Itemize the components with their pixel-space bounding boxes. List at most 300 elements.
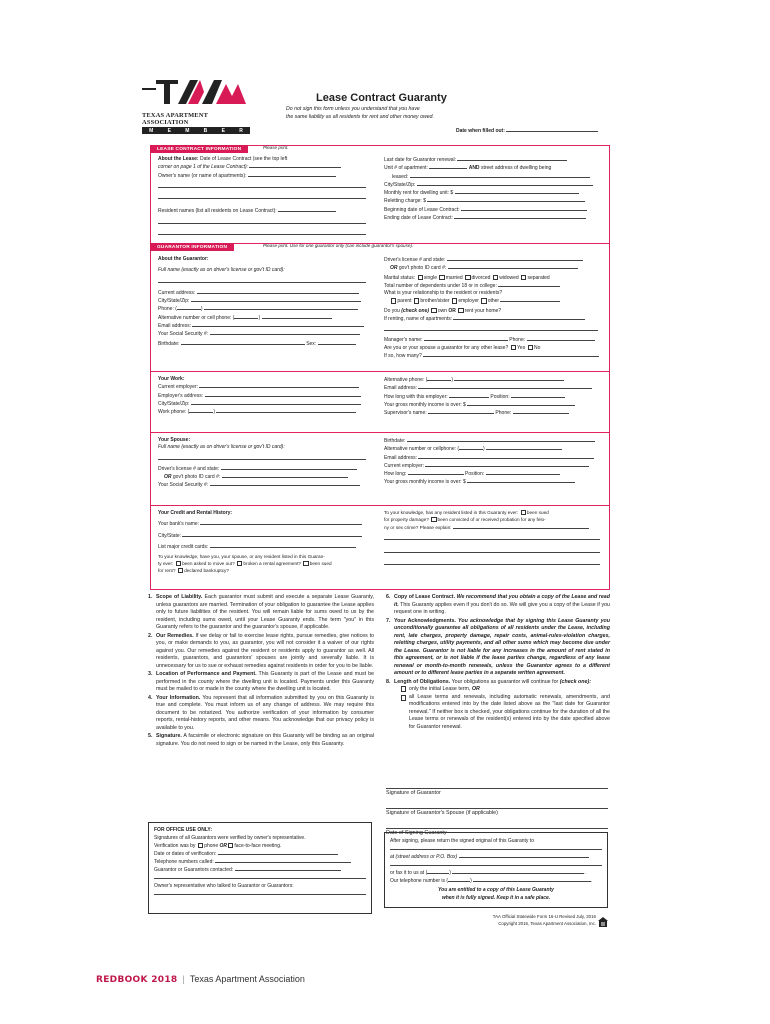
- asked-move-checkbox[interactable]: [176, 561, 181, 566]
- about-lease-label: About the Lease:: [158, 156, 199, 162]
- spouse-alt-phone-label: Alternative number or cellphone: (: [384, 446, 460, 453]
- explain-label: ny or sex crime? Please explain:: [384, 524, 452, 530]
- credit-left: [158, 510, 370, 574]
- ssn-field[interactable]: [210, 330, 360, 335]
- bankruptcy-label: declared bankruptcy?: [184, 567, 229, 573]
- spouse-signature-line[interactable]: [386, 798, 608, 809]
- taa-logo-mark: [142, 78, 250, 106]
- sex-field[interactable]: [318, 340, 356, 345]
- relationship-label: What is your relationship to the resident or residents?: [384, 290, 503, 297]
- guarantor-right: [384, 256, 606, 360]
- own-label: own: [437, 307, 447, 314]
- verification-label: Verification was by: [154, 843, 196, 849]
- asked-move-label: been asked to move out?: [182, 560, 235, 566]
- yes-label: Yes: [517, 344, 526, 351]
- how-long-label: How long with this employer:: [384, 393, 448, 400]
- term-item: [386, 618, 610, 678]
- term-number: 6.: [386, 594, 391, 600]
- divorced-checkbox[interactable]: [465, 275, 470, 280]
- credit-right: [384, 510, 606, 568]
- section-divider: [150, 371, 610, 372]
- monthly-rent-label: Monthly rent for dwelling unit: $: [384, 190, 454, 196]
- office-use-line: Signatures of all Guarantors were verified by owner's representative.: [154, 835, 306, 841]
- spouse-gross-income-label: Your gross monthly income is over: $: [384, 479, 466, 486]
- verification-date-field[interactable]: [218, 850, 338, 855]
- term-number: 2.: [148, 632, 153, 639]
- phone-verification-checkbox[interactable]: [198, 843, 203, 848]
- work-phone-area-field[interactable]: [189, 408, 213, 413]
- apartments-name-field-2[interactable]: [384, 326, 598, 331]
- explain-field-3[interactable]: [384, 548, 600, 553]
- how-many-field[interactable]: [423, 352, 599, 357]
- dependents-field[interactable]: [498, 282, 560, 287]
- term-text: This Guaranty applies even if you don't do so. We will give you a copy of the Lease if you request one in writing.: [394, 601, 610, 616]
- birthdate-field[interactable]: [181, 340, 305, 345]
- term-emphasis: We recommend that you obtain a copy of the Lease and read it.: [394, 594, 610, 608]
- bank-city-state-field[interactable]: [182, 532, 362, 537]
- how-long-field[interactable]: [449, 393, 489, 398]
- residents-field-2[interactable]: [158, 219, 366, 224]
- unit-field[interactable]: [429, 164, 467, 169]
- apartments-name-field[interactable]: [453, 315, 585, 320]
- city-state-zip-label: City/State/Zip:: [158, 400, 190, 407]
- employer-label: Current employer:: [158, 384, 199, 391]
- work-label: Your Work:: [158, 376, 185, 382]
- guarantors-contacted-field[interactable]: [235, 866, 341, 871]
- or-text: OR: [219, 843, 227, 849]
- supervisor-field[interactable]: [428, 409, 494, 414]
- bank-label: Your bank's name:: [158, 521, 200, 528]
- own-rent-label: Do you: [384, 307, 400, 314]
- our-phone-label: Our telephone number is (: [390, 878, 449, 885]
- supervisor-phone-label: Phone:: [495, 410, 512, 416]
- return-address-label: at (street address or P.O. Box): [390, 854, 458, 861]
- term-number: 3.: [148, 671, 153, 678]
- section-divider: [150, 505, 610, 506]
- form-info: [430, 914, 596, 927]
- and-text: AND: [468, 165, 480, 172]
- manager-field[interactable]: [424, 336, 508, 341]
- relet-charge-field[interactable]: [427, 197, 585, 202]
- guarantor-info-header: GUARANTOR INFORMATION: [150, 243, 234, 251]
- city-state-zip-label: City/State/Zip:: [158, 298, 190, 304]
- term-text: Your obligations as guarantor will continue for: [451, 678, 559, 685]
- employer-address-field[interactable]: [205, 392, 361, 397]
- term-title: Signature.: [156, 733, 182, 740]
- work-right: Alternative phone: ( ) Email address: How long with this employer: Position: Your gross monthly income is over: $ Supervisor's name: Phone:: [384, 376, 606, 417]
- alt-phone-label: Alternative phone: (: [384, 377, 428, 383]
- page-subtitle: [286, 106, 486, 122]
- sex-label: Sex:: [306, 341, 317, 348]
- term-title: Length of Obligations.: [394, 678, 451, 685]
- term-title: Our Remedies.: [156, 632, 194, 639]
- or-text: OR: [471, 686, 480, 693]
- subtitle-line: Do not sign this form unless you understand that you have: [286, 106, 420, 112]
- monthly-rent-field[interactable]: [455, 189, 579, 194]
- owners-rep-label: Owner's representative who talked to Guarantor or Guarantors:: [154, 883, 294, 889]
- term-text: This Guaranty is part of the Lease and must be performed in the county where the dwelling unit is located. Payments under this Guaranty must be mailed to or made in the county where the dwelling unit is located.: [156, 671, 374, 693]
- or-text: OR: [390, 265, 398, 272]
- full-name-label: Full name (exactly as on driver's license or gov't ID card):: [158, 267, 285, 274]
- lease-info-left: [158, 156, 370, 238]
- office-use-title: FOR OFFICE USE ONLY:: [154, 827, 213, 833]
- other-lease-label: Are you or your spouse a guarantor for any other lease?: [384, 344, 509, 351]
- separated-checkbox[interactable]: [521, 275, 526, 280]
- keep-safe-text: when it is fully signed. Keep it in a safe place.: [441, 894, 551, 901]
- beginning-date-field[interactable]: [461, 206, 587, 211]
- city-state-zip-field[interactable]: [191, 297, 361, 302]
- alt-phone-label: Alternative number or cell phone: (: [158, 314, 235, 321]
- work-phone-label: Work phone: (: [158, 409, 190, 415]
- rent-home-label: rent your home?: [464, 307, 502, 314]
- subtitle-line: the same liability as all residents for rent and other money owed.: [286, 113, 434, 120]
- spouse-gross-income-field[interactable]: [467, 478, 575, 483]
- bankruptcy-checkbox[interactable]: [178, 568, 183, 573]
- spouse-left: [158, 437, 370, 490]
- phone-area-field[interactable]: [177, 305, 201, 310]
- sued-label: been sued: [309, 560, 332, 566]
- guarantor-signature-label: Signature of Guarantor: [386, 790, 441, 796]
- footer-org: Texas Apartment Association: [189, 974, 305, 984]
- our-phone-area-field[interactable]: [448, 877, 470, 882]
- residents-field[interactable]: [278, 207, 336, 212]
- position-field[interactable]: [511, 393, 565, 398]
- term-item: [148, 733, 374, 748]
- ssn-label: Your Social Security #:: [158, 331, 209, 337]
- spouse-employer-field[interactable]: [425, 462, 589, 467]
- parent-label: parent: [397, 298, 412, 305]
- term-number: 8.: [386, 678, 391, 685]
- spouse-full-name-field[interactable]: [158, 455, 366, 460]
- all-terms-checkbox[interactable]: [401, 695, 406, 700]
- term-item: [148, 695, 374, 733]
- phones-called-field[interactable]: [215, 858, 351, 863]
- initial-term-label: only the initial Lease term,: [408, 686, 471, 693]
- sued-property-label: for property damage?: [384, 516, 429, 522]
- return-address-field[interactable]: [459, 853, 589, 858]
- signing-date-label: Date of Signing Guaranty: [386, 829, 447, 836]
- verification-date-label: Date or dates of verification:: [154, 851, 217, 857]
- email-field[interactable]: [192, 322, 364, 327]
- term-item: [386, 679, 610, 732]
- term-text: Each guarantor must submit and execute a separate Lease Guaranty, unless guarantors are married. Termination of your obligation to guarantee the Lease applies only to future liabilities of the resident. You will remain liable for sums owed to us by the resident, including sums owed, until your Lease Guaranty ends. The term "you" in this Guaranty refers to the guarantor and the guarantor's spouse, if applicable.: [156, 594, 374, 631]
- member-letter: B: [203, 127, 208, 134]
- owners-name-field-3[interactable]: [158, 194, 366, 199]
- term-title: Location of Performance and Payment.: [156, 671, 257, 678]
- about-lease-text2: corner on page 1 of the Lease Contract):: [158, 164, 249, 171]
- term-number: 7.: [386, 617, 391, 624]
- spouse-employer-label: Current employer:: [384, 462, 425, 469]
- spouse-photo-id-field[interactable]: [222, 473, 348, 478]
- spouse-signature-label: Signature of Guarantor's Spouse (if applicable): [386, 809, 498, 816]
- broken-agreement-checkbox[interactable]: [237, 561, 242, 566]
- guarantor-signature-line[interactable]: [386, 782, 608, 789]
- resident-history-question: To your knowledge, has any resident listed in this Guaranty ever:: [384, 510, 519, 515]
- photo-id-label: gov't photo ID card #:: [398, 265, 447, 272]
- lease-info-header: LEASE CONTRACT INFORMATION: [150, 145, 248, 153]
- all-terms-label: all Lease terms and renewals, including automatic renewals, amendments, and modifications entered into by the date listed above as the "last date for Guarantor renewal." If neither box is checked, your obligations continue for the duration of all the Lease terms or renewals of the resident(s) entered into by the date specified above for Guarantor renewal.: [408, 693, 610, 730]
- meeting-checkbox[interactable]: [228, 843, 233, 848]
- section-divider: [150, 432, 610, 433]
- member-letter: M: [149, 127, 154, 134]
- member-letter: E: [221, 127, 225, 134]
- signature-block: [386, 782, 608, 837]
- bank-city-state-label: City/State:: [158, 532, 182, 539]
- employer-field[interactable]: [199, 383, 359, 388]
- lease-date-field[interactable]: [249, 163, 341, 168]
- or-text: OR: [448, 307, 456, 314]
- explain-field-2[interactable]: [384, 535, 600, 540]
- fax-label: or fax it to us at (: [390, 870, 428, 877]
- city-state-zip-label: City/State/Zip:: [384, 181, 416, 188]
- owners-name-field-2[interactable]: [158, 183, 366, 188]
- logo-member-bar: [142, 127, 250, 134]
- email-label: Email address:: [158, 322, 192, 329]
- residents-field-3[interactable]: [158, 230, 366, 235]
- date-filled-label: Date when filled out:: [456, 128, 505, 134]
- logo-org-name: TEXAS APARTMENT ASSOCIATION: [142, 112, 208, 126]
- dependents-label: Total number of dependents under 18 or in college:: [384, 282, 497, 289]
- owners-name-label: Owner's name (or name of apartments):: [158, 172, 247, 179]
- term-number: 4.: [148, 694, 153, 701]
- return-name-field[interactable]: [390, 845, 602, 850]
- unit-label: Unit # of apartment:: [384, 165, 428, 172]
- meeting-label: face-to-face meeting.: [234, 843, 282, 849]
- sued-label: been sued: [526, 510, 549, 515]
- manager-phone-field[interactable]: [527, 336, 595, 341]
- supervisor-label: Supervisor's name:: [384, 410, 427, 416]
- photo-id-field[interactable]: [448, 264, 578, 269]
- residents-label: Resident names (list all residents on Lease Contract):: [158, 208, 277, 215]
- term-item: [148, 633, 374, 671]
- term-title: Your Information.: [156, 694, 201, 701]
- current-address-label: Current address:: [158, 289, 196, 296]
- guarantor-left: About the Guarantor: Full name (exactly as on driver's license or gov't ID card): Current address: City/State/Zip: Phone: ( ) Alternative number or cell phone: ( ) Email address: Your Social Security #: Birthdate: Sex:: [158, 256, 370, 349]
- work-phone-field[interactable]: [216, 408, 356, 413]
- owners-name-field[interactable]: [248, 172, 336, 177]
- spouse-birthdate-field[interactable]: [407, 437, 595, 442]
- position-label: Position:: [490, 393, 510, 400]
- ending-date-label: Ending date of Lease Contract:: [384, 214, 453, 221]
- spouse-birthdate-label: Birthdate:: [384, 438, 406, 444]
- phone-field[interactable]: [204, 305, 358, 310]
- lease-info-note: Please print.: [263, 145, 289, 150]
- member-letter: R: [239, 127, 243, 134]
- no-label: No: [533, 344, 541, 351]
- yes-checkbox[interactable]: [511, 345, 516, 350]
- return-instructions: After signing, please return the signed original of this Guaranty to: [390, 838, 534, 844]
- phones-called-label: Telephone numbers called:: [154, 859, 214, 865]
- spouse-email-label: Email address:: [384, 454, 418, 461]
- taa-logo: [142, 78, 250, 134]
- gross-income-field[interactable]: [467, 401, 575, 406]
- rent-checkbox[interactable]: [458, 308, 463, 313]
- alt-phone-area-field[interactable]: [234, 314, 258, 319]
- spouse-dl-field[interactable]: [221, 465, 357, 470]
- member-letter: M: [185, 127, 190, 134]
- other-field[interactable]: [500, 297, 560, 302]
- beginning-date-label: Beginning date of Lease Contract:: [384, 206, 460, 213]
- spouse-ssn-label: Your Social Security #:: [158, 482, 209, 489]
- spouse-right: Birthdate: Alternative number or cellphone: ( ) Email address: Current employer: How long: Position: Your gross monthly income is over: $: [384, 437, 606, 487]
- phone-label: phone: [204, 843, 219, 849]
- explain-field-4[interactable]: [384, 560, 600, 565]
- history-question: To your knowledge, have you, your spouse, or any resident listed in this Guaran-: [158, 554, 325, 559]
- other-checkbox[interactable]: [481, 298, 486, 303]
- term-title: Your Acknowledgments.: [394, 617, 456, 624]
- term-title: Scope of Liability.: [156, 594, 203, 600]
- employer-checkbox[interactable]: [452, 298, 457, 303]
- married-label: married: [445, 274, 463, 281]
- separated-label: separated: [527, 274, 550, 281]
- sued-rent-label: for rent?: [158, 567, 176, 573]
- email-label: Email address:: [384, 385, 418, 392]
- explain-field[interactable]: [453, 524, 589, 529]
- equal-housing-icon: [598, 914, 608, 924]
- full-name-field[interactable]: [158, 278, 366, 283]
- term-number: 1.: [148, 594, 153, 600]
- bank-field[interactable]: [200, 520, 362, 525]
- return-box: After signing, please return the signed original of this Guaranty to at (street address or P.O. Box) or fax it to us at ( ) . Our telephone number is ( ) . You are entitled to a copy of this Lease Guaranty when it is fully signed. Keep it in a safe place.: [384, 832, 608, 908]
- how-many-label: If so, how many?: [384, 352, 422, 359]
- sued-rent-checkbox[interactable]: [303, 561, 308, 566]
- spouse-full-name-label: Full name (exactly as on driver's license or gov't ID card):: [158, 444, 285, 451]
- convicted-label: been convicted of or received probation for any felo-: [437, 516, 546, 522]
- gross-income-label: Your gross monthly income is over: $: [384, 401, 466, 408]
- if-renting-label: If renting, name of apartments:: [384, 315, 453, 322]
- spouse-alt-phone-area-field[interactable]: [459, 445, 483, 450]
- guarantor-info-note: Please print. Use for one guarantor only (can include guarantor's spouse).: [263, 243, 414, 248]
- footer-separator: |: [182, 974, 185, 984]
- last-date-label: Last date for Guarantor renewal:: [384, 157, 456, 163]
- broken-agreement-label: broken a rental agreement?: [243, 560, 302, 566]
- page-footer: [96, 974, 305, 985]
- work-left: Your Work: Current employer: Employer's address: City/State/Zip: Work phone: ( ): [158, 376, 370, 416]
- copyright: Copyright 2016, Texas Apartment Association, Inc.: [498, 920, 596, 926]
- terms-left: [148, 594, 374, 749]
- convicted-checkbox[interactable]: [431, 517, 436, 522]
- check-one-text: (check one):: [559, 678, 591, 685]
- city-state-zip-field[interactable]: [191, 400, 361, 405]
- redbook-label: REDBOOK 2018: [96, 975, 178, 985]
- other-label: other: [487, 298, 500, 305]
- spouse-dl-label: Driver's license # and state:: [158, 465, 220, 472]
- parent-checkbox[interactable]: [391, 298, 396, 303]
- page-title: Lease Contract Guaranty: [316, 92, 447, 104]
- street-address-label: street address of dwelling being: [480, 165, 552, 172]
- term-title: Copy of Lease Contract.: [394, 594, 456, 600]
- alt-phone-field[interactable]: [454, 376, 564, 381]
- leased-label: leased:: [392, 173, 409, 180]
- phone-label: Phone: (: [158, 306, 177, 313]
- manager-phone-label: Phone:: [509, 337, 526, 344]
- copy-entitled-text: You are entitled to a copy of this Lease Guaranty: [438, 886, 554, 893]
- date-filled-row: [456, 127, 598, 135]
- spouse-alt-phone-field[interactable]: [486, 445, 562, 450]
- term-text: You represent that all information submitted by you on this Guaranty is true and complete. You must inform us of any change of address. We may require this document to be notarized. You authorize verification of your information by consumer reports, rental-history reports, and other means. You acknowledge that our privacy policy is available to you.: [156, 694, 374, 731]
- about-guarantor-label: About the Guarantor:: [158, 256, 209, 262]
- owners-rep-field[interactable]: [154, 890, 366, 895]
- office-use-box: [148, 822, 372, 914]
- dl-field[interactable]: [447, 256, 583, 261]
- term-item: [386, 594, 610, 617]
- employer-address-label: Employer's address:: [158, 392, 204, 399]
- last-date-field[interactable]: [457, 156, 567, 161]
- email-field[interactable]: [418, 384, 592, 389]
- street-address-field[interactable]: [410, 173, 590, 178]
- spouse-ssn-field[interactable]: [210, 481, 360, 486]
- relet-charge-label: Reletting charge: $: [384, 198, 426, 205]
- alt-phone-area-field[interactable]: [427, 376, 451, 381]
- signing-date-line[interactable]: [386, 818, 608, 829]
- city-state-zip-field[interactable]: [417, 181, 593, 186]
- divorced-label: divorced: [471, 274, 491, 281]
- ending-date-field[interactable]: [454, 214, 586, 219]
- spouse-label: Your Spouse:: [158, 437, 191, 443]
- history-question: ty ever:: [158, 560, 174, 566]
- manager-label: Manager's name:: [384, 337, 423, 344]
- married-checkbox[interactable]: [439, 275, 444, 280]
- sued-property-checkbox[interactable]: [521, 510, 526, 515]
- single-label: single: [423, 274, 437, 281]
- term-item: [148, 671, 374, 694]
- sibling-label: brother/sister: [420, 298, 450, 305]
- credit-label: Your Credit and Rental History:: [158, 510, 233, 516]
- spouse-position-field[interactable]: [486, 470, 560, 475]
- spouse-photo-id-label: gov't photo ID card #:: [172, 474, 221, 480]
- about-lease-text: Date of Lease Contract (see the top left: [199, 156, 288, 162]
- initial-term-checkbox[interactable]: [401, 686, 406, 691]
- spouse-how-long-label: How long:: [384, 471, 407, 477]
- term-item: [148, 594, 374, 632]
- term-text: If we delay or fail to exercise lease rights, pursue remedies, give notices to you, or make demands to you, as guarantor, you will not consider it a waiver of our rights against you. Our remedies against the resident or residents apply to guarantor as well. All residents, guarantors, and guarantors' spouses are jointly and severally liable. It is unnecessary for us to sue or exhaust remedies against residents in order for you to be liable.: [156, 632, 374, 669]
- terms-right: [386, 594, 610, 732]
- lease-info-right: [384, 156, 606, 222]
- supervisor-phone-field[interactable]: [513, 409, 569, 414]
- fax-field[interactable]: [452, 869, 584, 874]
- credit-cards-field[interactable]: [210, 543, 356, 548]
- spouse-position-label: Position:: [465, 471, 485, 477]
- alt-phone-field[interactable]: [262, 314, 332, 319]
- fax-area-field[interactable]: [427, 869, 449, 874]
- member-letter: E: [167, 127, 171, 134]
- current-address-field[interactable]: [197, 289, 359, 294]
- own-checkbox[interactable]: [431, 308, 436, 313]
- our-phone-field[interactable]: [473, 877, 591, 882]
- date-filled-field[interactable]: [506, 127, 598, 132]
- credit-cards-label: List major credit cards:: [158, 543, 209, 550]
- dl-label: Driver's license # and state:: [384, 257, 446, 263]
- sibling-checkbox[interactable]: [414, 298, 419, 303]
- employer-label: employer: [458, 298, 479, 305]
- widowed-checkbox[interactable]: [493, 275, 498, 280]
- term-emphasis: You acknowledge that by signing this Lease Guaranty you unconditionally guarantee all obligations of all residents under the Lease, including rent, late charges, property damage, repair costs, animal-rules-violation charges, reletting charges, utility payments, and all other sums which may become due under the Lease. Guarantor is not liable for any increases in the amount of rent stated in this agreement, or is not liable if the lease parties change, regardless of any lease renewal or month-to-month renewals, unless the Guarantor agrees to a different amount or to different lease parties in a separate written agreement.: [394, 617, 610, 677]
- spouse-how-long-field[interactable]: [408, 470, 464, 475]
- form-number: TAA Official Statewide Form 16-U Revised July, 2016: [492, 914, 596, 919]
- term-text: A facsimile or electronic signature on this Guaranty will be binding as an original signature. You do not need to sign or be named in the Lease, only this Guaranty.: [156, 733, 374, 747]
- check-one-text: (check one): [401, 307, 430, 314]
- return-address-field-2[interactable]: [390, 861, 602, 866]
- guarantors-contacted-field-2[interactable]: [154, 874, 366, 879]
- birthdate-label: Birthdate:: [158, 341, 180, 348]
- widowed-label: widowed: [499, 274, 519, 281]
- term-number: 5.: [148, 733, 153, 740]
- no-checkbox[interactable]: [528, 345, 533, 350]
- marital-label: Marital status:: [384, 274, 416, 281]
- spouse-email-field[interactable]: [418, 454, 594, 459]
- guarantors-contacted-label: Guarantor or Guarantors contacted:: [154, 867, 234, 873]
- single-checkbox[interactable]: [418, 275, 423, 280]
